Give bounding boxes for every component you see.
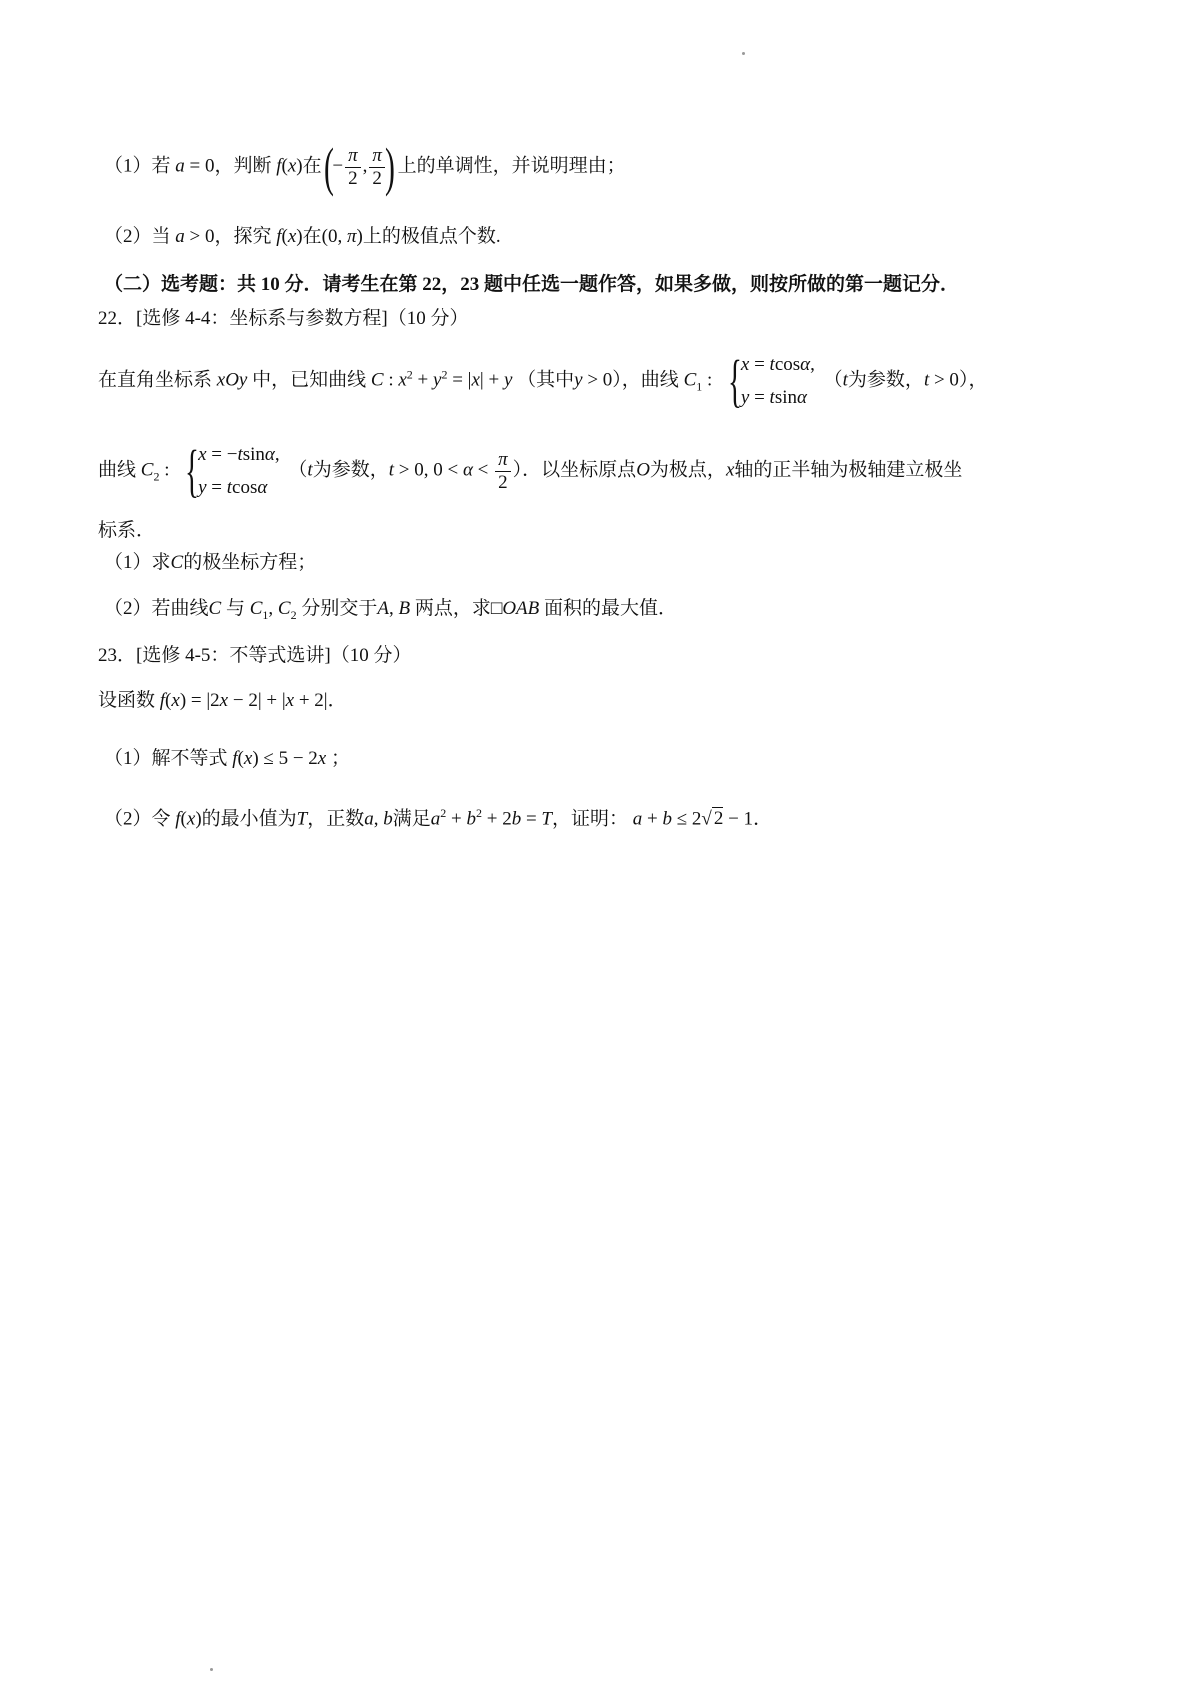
q23-stem: 设函数 f(x) = |2x − 2| + |x + 2|． <box>98 690 347 711</box>
scan-speck <box>742 52 745 55</box>
scan-speck <box>210 1668 213 1671</box>
section-heading: （二）选考题：共 10 分．请考生在第 22，23 题中任选一题作答，如果多做，则按所做的第一题记分． <box>104 274 960 295</box>
q21-part1: （1）若 a = 0，判断 f(x)在 (− $\frac{\pi}{2}$ , $\frac{\pi}{2}$ ) 上的单调性，并说明理由； <box>104 137 626 197</box>
q22-stem-b: 曲线 $C_2$ : { x = −tsinα, y = tcosα （t为参数，t > 0, 0 < α < $\frac{\pi}{2}$ ）．以坐标原点O为极点，x轴的正半轴为极轴建立极坐 <box>98 438 963 504</box>
q23-title: 23．[选修 4-5：不等式选讲]（10 分） <box>98 645 412 666</box>
q22-title: 22．[选修 4-4：坐标系与参数方程]（10 分） <box>98 308 469 329</box>
q22-part1: （1）求C的极坐标方程； <box>104 552 317 573</box>
q22-stem-a: 在直角坐标系 xOy 中，已知曲线 C : $x^2 + y^2 = |x| + y$ （其中y > 0），曲线 $C_1$ : { x = tcosα, y = tsinα （t为参数，t > 0）， <box>98 348 988 414</box>
q22-stem-c: 标系． <box>98 520 156 541</box>
q23-part1: （1）解不等式 f(x) ≤ 5 − 2x ； <box>104 748 350 769</box>
q21-part2: （2）当 a > 0，探究 f(x)在(0, π)上的极值点个数. <box>104 226 501 247</box>
q23-part2: （2）令 f(x)的最小值为T，正数a, b满足$a^2 + b^2 + 2b = T$，证明： a + b ≤ 2√ 2 − 1． <box>104 806 773 830</box>
q22-part2: （2）若曲线C 与 $C_1$, $C_2$ 分别交于A, B 两点，求□OAB 面积的最大值． <box>104 598 678 622</box>
